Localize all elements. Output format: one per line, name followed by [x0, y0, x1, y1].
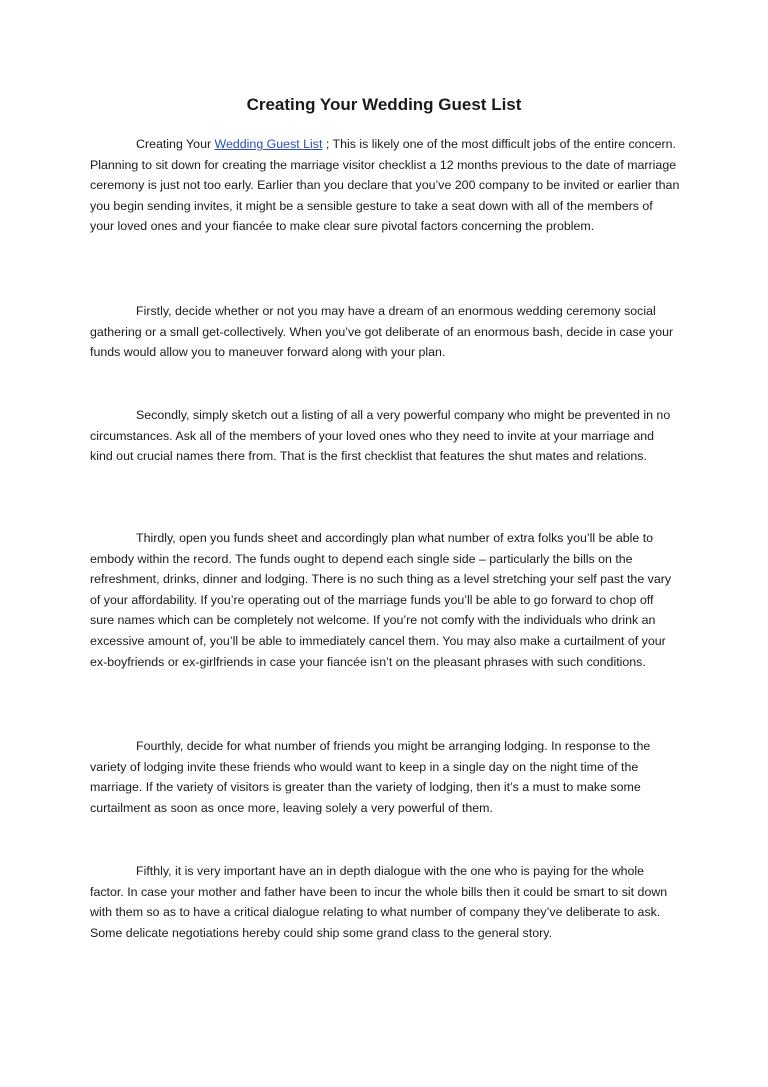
paragraph-fourthly: Fourthly, decide for what number of friends you might be arranging lodging. In response to the variety of lodging invite these friends who would want to keep in a single day on the night time of the marriage. If the variety of visitors is greater than the variety of lodging, then it’s a must to make some curtailment as soon as once more, leaving solely a very powerful of them.	[90, 739, 651, 815]
intro-suffix: ; This is likely one of the most difficult jobs of the entire concern. Planning to sit down for creating the marriage visitor checklist a 12 months previous to the date of marriage ceremony is just not too early. Earlier than you declare that you’ve 200 company to be invited or earlier than you begin sending invites, it might be a sensible gesture to take a seat down with all of the members of your loved ones and your fiancée to make clear sure pivotal factors concerning the problem.	[90, 137, 680, 234]
paragraph-fifthly: Fifthly, it is very important have an in depth dialogue with the one who is paying for the whole factor. In case your mother and father have been to incur the whole bills then it could be smart to sit down with them so as to have a critical dialogue relating to what number of company they’ve deliberate to ask. Some delicate negotiations hereby could ship some grand class to the general story.	[90, 864, 668, 940]
paragraph-thirdly: Thirdly, open you funds sheet and accordingly plan what number of extra folks you’ll be able to embody within the record. The funds ought to depend each single side – particularly the bills on the refreshment, drinks, dinner and lodging. There is no such thing as a level stretching your self past the vary of your affordability. If you’re operating out of the marriage funds you’ll be able to go forward to chop off sure names which can be completely not welcome. If you’re not comfy with the individuals who drink an excessive amount of, you’ll be able to immediately cancel them. You may also make a curtailment of your ex-boyfriends or ex-girlfriends in case your fiancée isn’t on the pleasant phrases with such conditions.	[90, 531, 672, 669]
intro-paragraph	[90, 134, 680, 237]
paragraph-secondly: Secondly, simply sketch out a listing of all a very powerful company who might be prevented in no circumstances. Ask all of the members of your loved ones who they need to invite at your marriage and kind out crucial names there from. That is the first checklist that features the shut mates and relations.	[90, 408, 671, 464]
intro-prefix: Creating Your	[136, 137, 215, 151]
page-title: Creating Your Wedding Guest List	[246, 95, 522, 114]
paragraph-firstly: Firstly, decide whether or not you may have a dream of an enormous wedding ceremony social gathering or a small get-collectively. When you’ve got deliberate of an enormous bash, decide in case your funds would allow you to maneuver forward along with your plan.	[90, 304, 674, 360]
wedding-guest-list-link[interactable]: Wedding Guest List	[214, 137, 323, 151]
